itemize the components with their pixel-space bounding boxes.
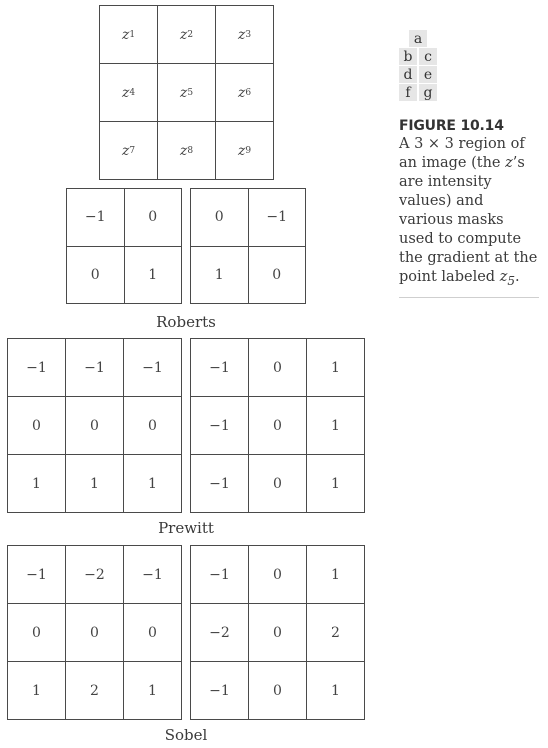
image-region-grid (99, 5, 274, 180)
prewitt-left-cell: 0 (8, 397, 66, 455)
sobel-right-cell: 0 (249, 604, 307, 662)
sobel-right-cell: 1 (307, 662, 365, 720)
sobel-right-cell: 0 (249, 662, 307, 720)
panel-key-f: f (399, 84, 417, 101)
region-cell-z6: z 6 (216, 64, 274, 122)
panel-letter-key (399, 30, 437, 102)
sobel-right-cell: 0 (249, 546, 307, 604)
panel-key-row (399, 30, 437, 47)
panel-key-g: g (419, 84, 437, 101)
sobel-right-cell: −1 (191, 546, 249, 604)
caption-text-2: ’s are intensity values) and various masks used to compute the gradient at the point labeled (399, 155, 538, 285)
prewitt-right-cell: 0 (249, 339, 307, 397)
prewitt-right-cell: 0 (249, 397, 307, 455)
prewitt-right-cell: −1 (191, 455, 249, 513)
caption-z-symbol: z (505, 155, 513, 171)
region-cell-z9: z 9 (216, 122, 274, 180)
prewitt-right-cell: −1 (191, 397, 249, 455)
figure-caption (399, 118, 539, 298)
prewitt-right-cell: 0 (249, 455, 307, 513)
sobel-left-cell: −1 (8, 546, 66, 604)
prewitt-right-cell: 1 (307, 455, 365, 513)
sobel-left-cell: −1 (124, 546, 182, 604)
prewitt-right-cell: 1 (307, 397, 365, 455)
figure-title: FIGURE 10.14 (399, 118, 504, 134)
region-cell-z1: z 1 (100, 6, 158, 64)
prewitt-left-cell: 0 (66, 397, 124, 455)
roberts-mask-right (190, 188, 306, 304)
sobel-right-cell: 1 (307, 546, 365, 604)
caption-text-1: A 3 × 3 region of an image (the (399, 136, 525, 171)
caption-z5-letter: z (499, 269, 508, 285)
panel-key-c: c (419, 48, 437, 65)
region-cell-z4: z 4 (100, 64, 158, 122)
prewitt-left-cell: −1 (8, 339, 66, 397)
prewitt-left-cell: 1 (8, 455, 66, 513)
roberts-left-cell: 0 (125, 189, 183, 247)
prewitt-right-cell: −1 (191, 339, 249, 397)
region-cell-z8: z 8 (158, 122, 216, 180)
panel-key-row (399, 48, 437, 65)
prewitt-label: Prewitt (158, 519, 214, 537)
roberts-right-cell: 1 (191, 247, 249, 305)
sobel-left-cell: 1 (8, 662, 66, 720)
sobel-left-cell: 0 (8, 604, 66, 662)
sobel-label: Sobel (164, 726, 208, 744)
sobel-right-cell: 2 (307, 604, 365, 662)
roberts-label: Roberts (156, 313, 216, 331)
panel-key-d: d (399, 66, 417, 83)
panel-key-row (399, 84, 437, 101)
sobel-left-cell: 2 (66, 662, 124, 720)
panel-key-row (399, 66, 437, 83)
prewitt-left-cell: 1 (124, 455, 182, 513)
roberts-right-cell: 0 (249, 247, 307, 305)
prewitt-right-cell: 1 (307, 339, 365, 397)
sobel-right-cell: −1 (191, 662, 249, 720)
sobel-mask-right (190, 545, 365, 720)
region-cell-z2: z 2 (158, 6, 216, 64)
prewitt-left-cell: −1 (66, 339, 124, 397)
region-cell-z5: z 5 (158, 64, 216, 122)
prewitt-left-cell: 0 (124, 397, 182, 455)
caption-z5-subscript: 5 (507, 273, 516, 288)
sobel-left-cell: 1 (124, 662, 182, 720)
panel-key-b: b (399, 48, 417, 65)
panel-key-a: a (409, 30, 427, 47)
figure-caption-text (399, 135, 539, 291)
panel-key-e: e (419, 66, 437, 83)
prewitt-left-cell: 1 (66, 455, 124, 513)
sobel-left-cell: −2 (66, 546, 124, 604)
prewitt-left-cell: −1 (124, 339, 182, 397)
roberts-left-cell: 0 (67, 247, 125, 305)
roberts-left-cell: 1 (125, 247, 183, 305)
region-cell-z3: z 3 (216, 6, 274, 64)
caption-text-3: . (515, 269, 520, 285)
region-cell-z7: z 7 (100, 122, 158, 180)
prewitt-mask-left (7, 338, 182, 513)
roberts-left-cell: −1 (67, 189, 125, 247)
caption-z5-symbol (499, 269, 516, 288)
sobel-mask-left (7, 545, 182, 720)
prewitt-mask-right (190, 338, 365, 513)
sobel-left-cell: 0 (124, 604, 182, 662)
roberts-right-cell: −1 (249, 189, 307, 247)
roberts-right-cell: 0 (191, 189, 249, 247)
sobel-left-cell: 0 (66, 604, 124, 662)
roberts-mask-left (66, 188, 182, 304)
sobel-right-cell: −2 (191, 604, 249, 662)
